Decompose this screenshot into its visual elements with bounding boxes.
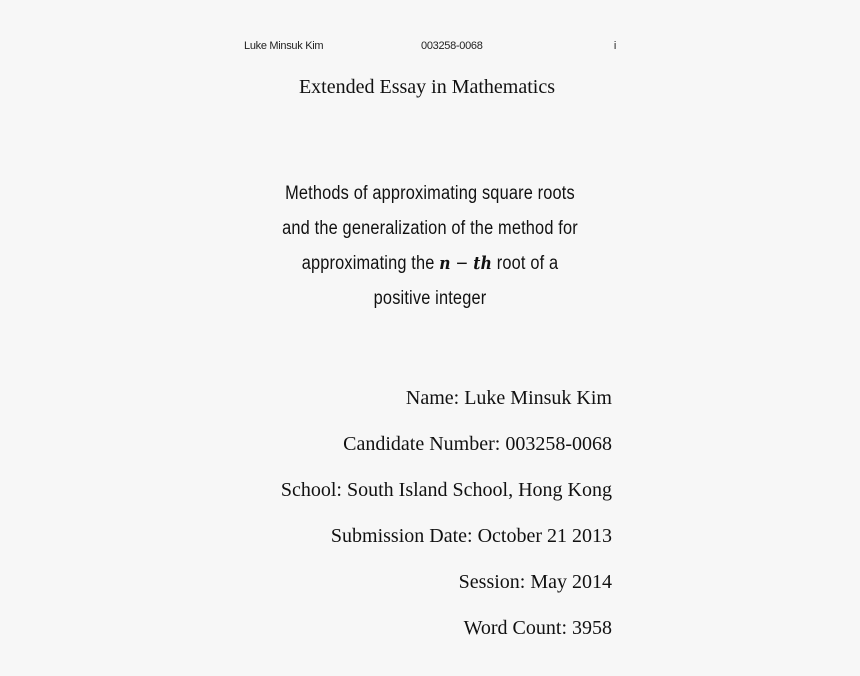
math-minus: − <box>455 253 469 274</box>
title-line-1: Methods of approximating square roots <box>285 183 575 204</box>
title-line-4: positive integer <box>373 288 487 309</box>
detail-candidate-number: Candidate Number: 003258-0068 <box>343 433 612 455</box>
detail-session: Session: May 2014 <box>458 571 612 593</box>
detail-word-count: Word Count: 3958 <box>463 617 612 639</box>
header-candidate-number: 003258-0068 <box>421 40 483 52</box>
detail-submission-date: Submission Date: October 21 2013 <box>330 525 612 547</box>
math-th: th <box>473 253 493 274</box>
essay-title <box>258 176 602 316</box>
title-line-3-suffix: root of a <box>496 253 559 274</box>
header-author: Luke Minsuk Kim <box>244 40 324 52</box>
essay-subject: Extended Essay in Mathematics <box>298 76 556 98</box>
math-n: n <box>439 253 451 274</box>
title-line-3 <box>258 246 602 281</box>
running-header <box>244 40 616 54</box>
title-line-3-prefix: approximating the <box>301 253 435 274</box>
detail-name: Name: Luke Minsuk Kim <box>405 387 612 409</box>
title-line-2: and the generalization of the method for <box>282 218 578 239</box>
author-details <box>212 384 612 660</box>
detail-school: School: South Island School, Hong Kong <box>280 479 612 501</box>
header-page-number: i <box>613 40 616 52</box>
